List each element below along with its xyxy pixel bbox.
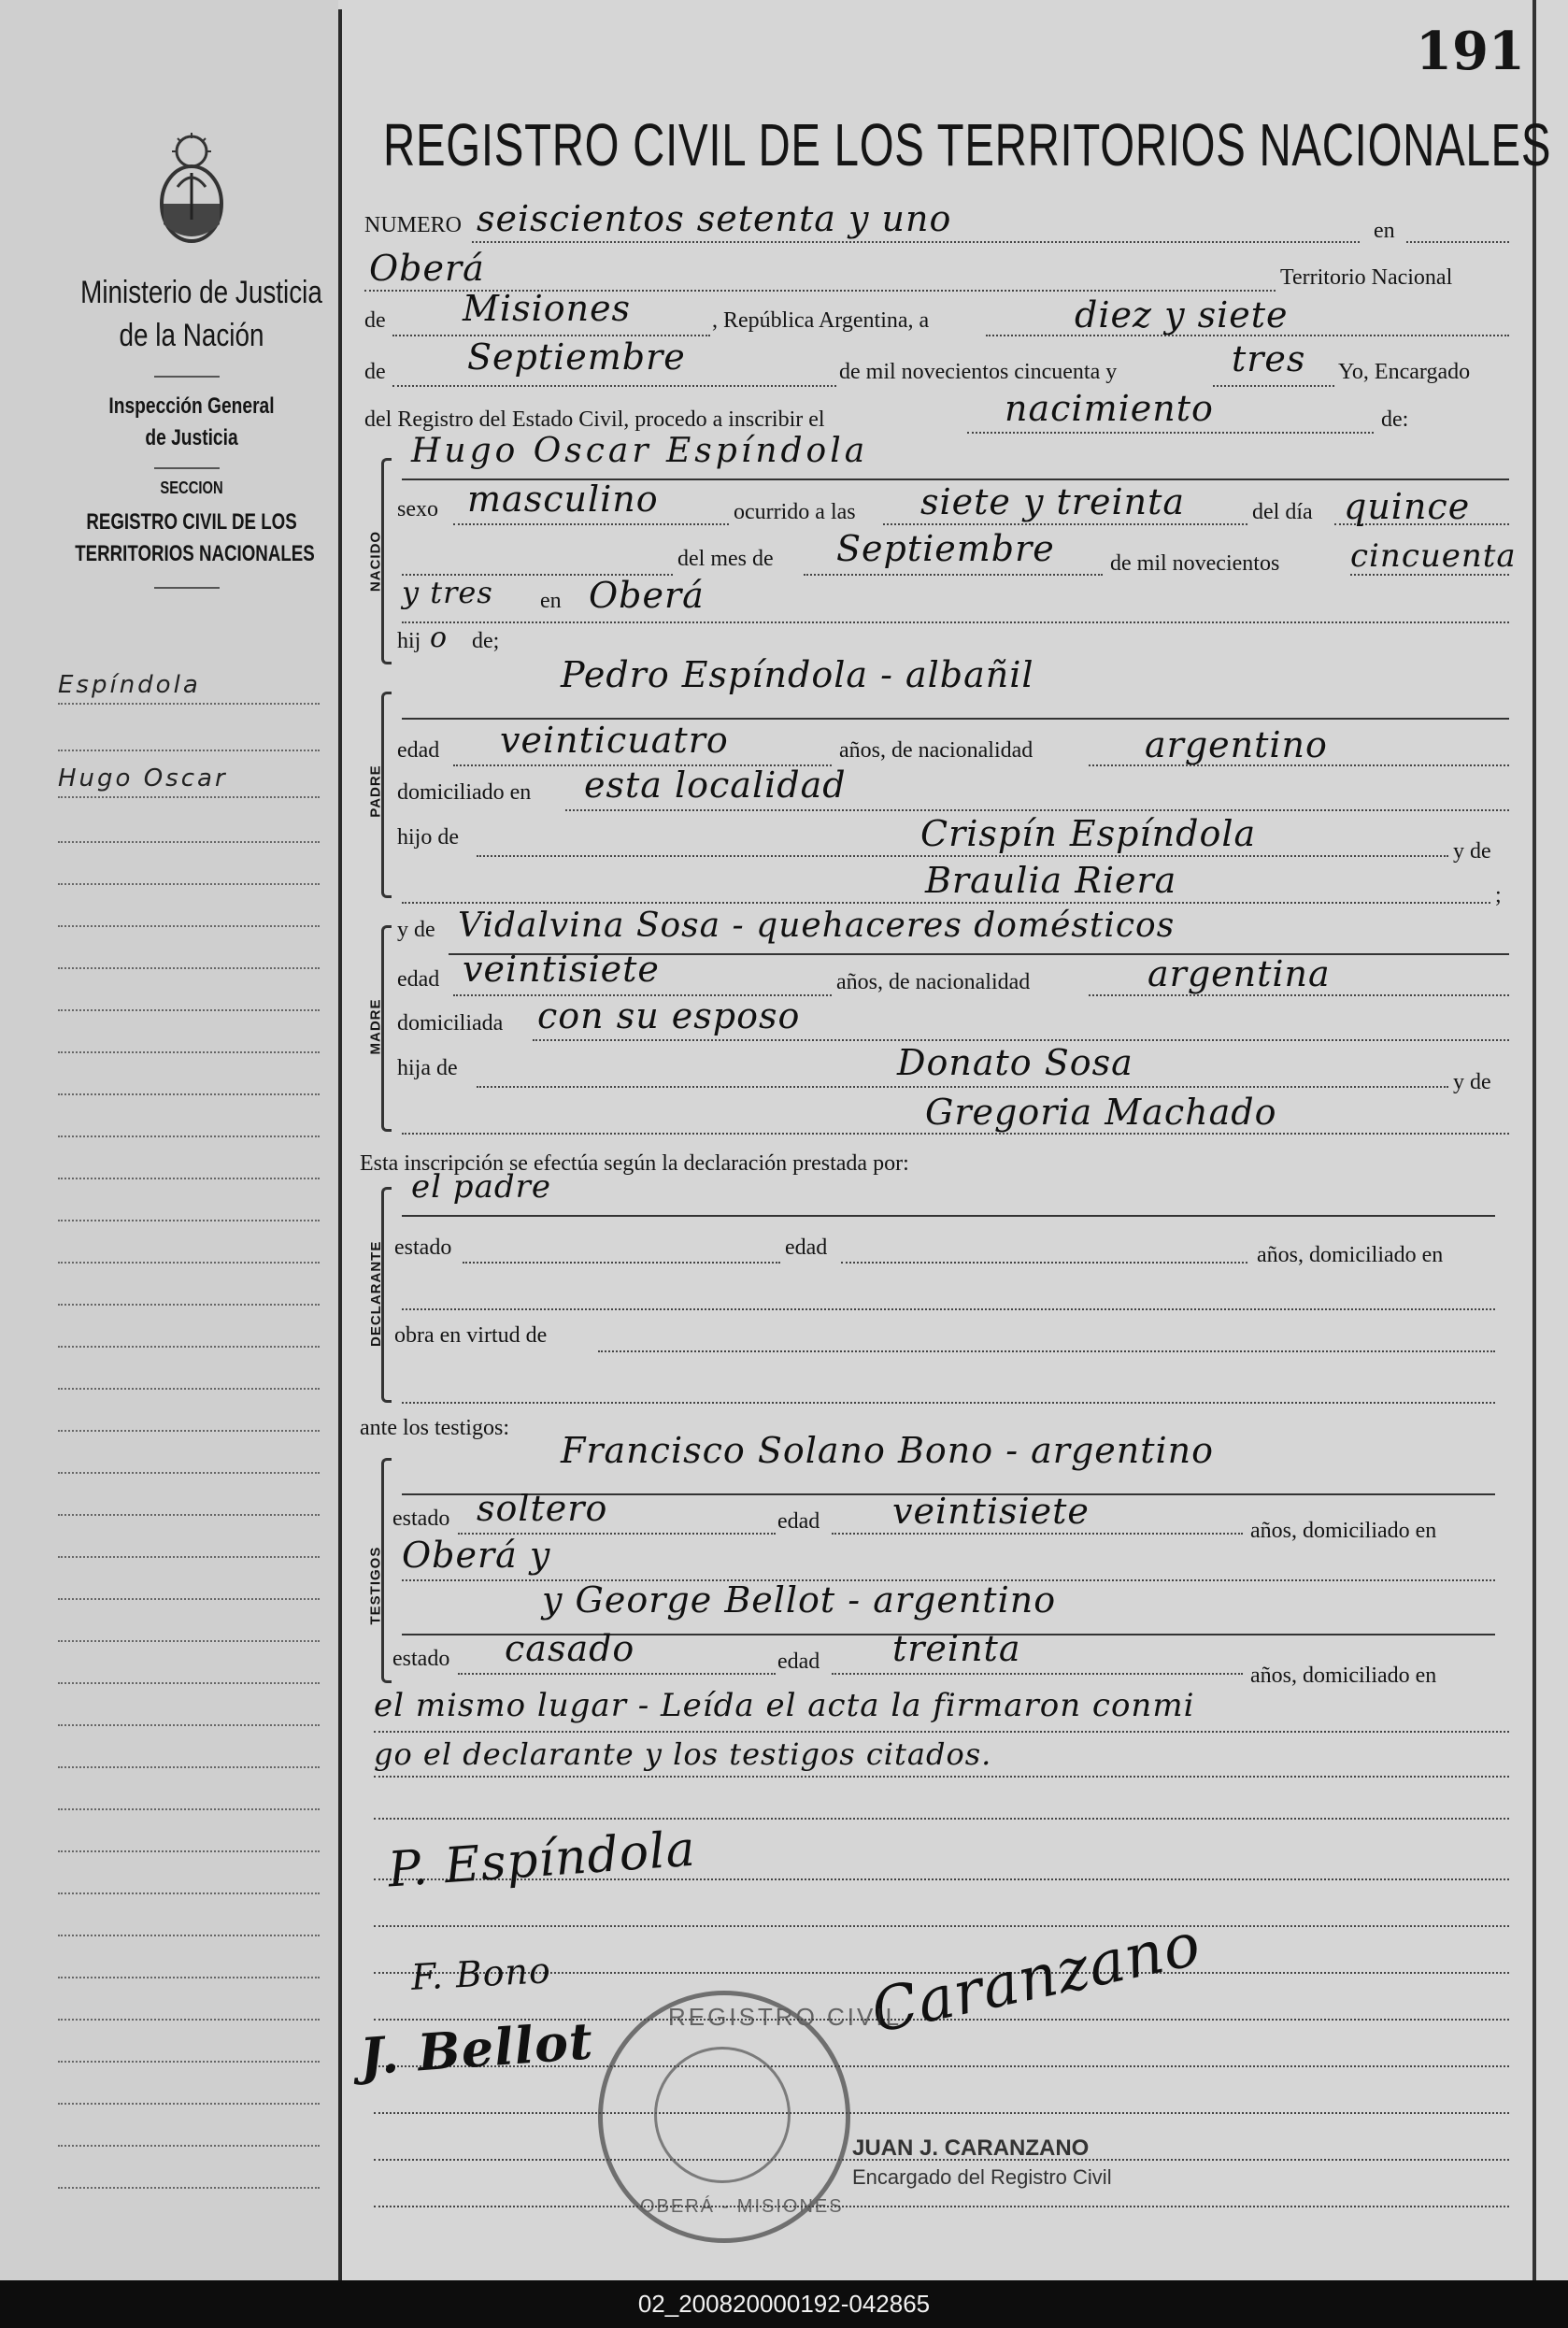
madre-domicilio-value: con su esposo [537, 995, 801, 1036]
official-seal [598, 1991, 903, 2243]
de-semicolon-label: de; [472, 629, 500, 653]
padre-domiciliado-label: domiciliado en [397, 780, 532, 805]
signature-witness-1: F. Bono [409, 1950, 552, 1998]
numero-label: NUMERO [364, 213, 463, 237]
testigo2-estado-label: estado [392, 1647, 450, 1671]
testigo2-edad-value: treinta [892, 1628, 1021, 1669]
anio-value: tres [1232, 338, 1306, 379]
madre-y-de-label: y de [397, 918, 435, 942]
testigo2-edad-label: edad [777, 1650, 820, 1674]
de-colon-label: de: [1381, 407, 1409, 432]
declarante-edad-label: edad [785, 1235, 828, 1260]
mes-nac-value: Septiembre [836, 528, 1055, 569]
declarante-estado-label: estado [394, 1235, 452, 1260]
inspection-line-2: de Justicia [145, 425, 238, 450]
testigo1-estado-label: estado [392, 1507, 450, 1531]
nacido-section-label: NACIDO [367, 530, 384, 593]
mil-novecientos-nac-label: de mil novecientos [1110, 551, 1280, 576]
padre-hijo-de-label: hijo de [397, 825, 459, 850]
madre-nacionalidad-value: argentina [1147, 953, 1331, 994]
numero-value: seiscientos setenta y uno [477, 198, 952, 239]
en-label: en [1374, 219, 1395, 243]
dia-nac-value: quince [1344, 486, 1471, 527]
testigo2-estado-value: casado [505, 1628, 635, 1669]
section-label: SECCION [160, 478, 223, 497]
seal-coat-of-arms-icon [654, 2047, 791, 2183]
cierre-line-1: el mismo lugar - Leída el acta la firmaron conmi [374, 1687, 1195, 1724]
madre-padre-value: Donato Sosa [897, 1042, 1133, 1083]
padre-edad-value: veinticuatro [500, 720, 729, 761]
signature-officer: Caranzano [865, 1909, 1207, 2048]
national-coat-of-arms-icon [150, 131, 234, 248]
hij-label: hij [397, 629, 421, 653]
testigo1-edad-label: edad [777, 1509, 820, 1534]
padre-nacionalidad-label: años, de nacionalidad [839, 738, 1033, 763]
lugar-nac-value: Oberá [589, 575, 705, 616]
del-registro-label: del Registro del Estado Civil, procedo a inscribir el [364, 407, 825, 432]
sexo-value: masculino [467, 478, 659, 520]
padre-madre-value: Braulia Riera [925, 860, 1177, 901]
padre-section-label: PADRE [367, 764, 384, 818]
section-line-1: REGISTRO CIVIL DE LOS [86, 509, 297, 535]
signature-witness-2: J. Bellot [358, 2010, 595, 2087]
mes-value: Septiembre [467, 336, 686, 378]
madre-edad-value: veintisiete [463, 949, 660, 990]
testigo1-estado-value: soltero [477, 1488, 608, 1529]
sexo-label: sexo [397, 497, 438, 521]
image-id-footer: 02_200820000192-042865 [0, 2280, 1568, 2328]
stub-surname: Espíndola [58, 671, 201, 699]
madre-nacionalidad-label: años, de nacionalidad [836, 970, 1031, 994]
del-mes-label: del mes de [677, 547, 774, 571]
seal-bottom-text: OBERÁ - MISIONES [640, 2196, 844, 2217]
testigo2-domiciliado-label: años, domiciliado en [1250, 1664, 1437, 1688]
madre-hija-de-label: hija de [397, 1056, 458, 1080]
nacido-nombre-value: Hugo Oscar Espíndola [411, 432, 869, 470]
ante-testigos-label: ante los testigos: [360, 1416, 509, 1440]
madre-edad-label: edad [397, 967, 440, 992]
testigo1-domiciliado-label: años, domiciliado en [1250, 1519, 1437, 1543]
stub-given-names: Hugo Oscar [58, 764, 228, 793]
declarante-value: el padre [411, 1168, 551, 1206]
madre-madre-value: Gregoria Machado [925, 1092, 1277, 1133]
padre-padre-value: Crispín Espíndola [920, 813, 1257, 854]
lugar-value: Oberá [369, 248, 485, 289]
declarante-domiciliado-label: años, domiciliado en [1257, 1243, 1444, 1267]
del-dia-label: del día [1252, 500, 1313, 524]
seal-top-text: REGISTRO CIVIL [668, 2003, 903, 2031]
padre-edad-label: edad [397, 738, 440, 763]
page-number: 191 [1416, 21, 1525, 82]
testigo1-edad-value: veintisiete [892, 1491, 1090, 1532]
mil-novecientos-label: de mil novecientos cincuenta y [839, 360, 1118, 384]
inspection-line-1: Inspección General [108, 393, 275, 419]
ministry-line-1: Ministerio de Justicia [80, 275, 322, 310]
padre-domicilio-value: esta localidad [584, 764, 847, 806]
territorio-label: Territorio Nacional [1280, 265, 1453, 290]
officer-title: Encargado del Registro Civil [852, 2165, 1112, 2189]
document-title: REGISTRO CIVIL DE LOS TERRITORIOS NACIONALES [383, 111, 1552, 179]
testigo1-value: Francisco Solano Bono - argentino [561, 1430, 1215, 1471]
ministry-line-2: de la Nación [119, 318, 264, 353]
hij-suffix-value: o [430, 621, 449, 654]
yo-encargado-label: Yo, Encargado [1338, 360, 1471, 384]
testigo2-value: y George Bellot - argentino [542, 1579, 1057, 1621]
padre-nacionalidad-value: argentino [1145, 724, 1328, 765]
madre-section-label: MADRE [367, 998, 384, 1055]
dia-value: diez y siete [1075, 294, 1289, 336]
de-label-1: de [364, 308, 386, 333]
territorio-value: Misiones [463, 288, 632, 329]
padre-nombre-value: Pedro Espíndola - albañil [561, 654, 1034, 695]
anio-nac-2-value: y tres [402, 575, 493, 610]
hora-value: siete y treinta [920, 481, 1186, 522]
padre-semicolon: ; [1495, 883, 1502, 907]
stub-column [0, 0, 338, 2280]
testigos-section-label: TESTIGOS [367, 1546, 384, 1625]
madre-nombre-value: Vidalvina Sosa - quehaceres domésticos [458, 907, 1176, 945]
testigo1-domicilio-value: Oberá y [402, 1535, 551, 1576]
cierre-line-2: go el declarante y los testigos citados. [374, 1736, 992, 1772]
acto-value: nacimiento [1005, 388, 1214, 429]
republica-label: , República Argentina, a [712, 308, 930, 333]
en-label-2: en [540, 589, 562, 613]
declarante-section-label: DECLARANTE [368, 1240, 384, 1347]
madre-y-de-label-2: y de [1453, 1070, 1491, 1094]
officer-name: JUAN J. CARANZANO [852, 2135, 1090, 2161]
obra-virtud-label: obra en virtud de [394, 1323, 548, 1348]
ocurrido-label: ocurrido a las [734, 500, 856, 524]
signature-father: P. Espíndola [386, 1821, 698, 1899]
padre-y-de-label: y de [1453, 839, 1491, 864]
anio-nac-1-value: cincuenta [1350, 537, 1517, 575]
section-line-2: TERRITORIOS NACIONALES [75, 541, 315, 566]
de-label-2: de [364, 360, 386, 384]
madre-domiciliada-label: domiciliada [397, 1011, 504, 1035]
inscripcion-label: Esta inscripción se efectúa según la declaración prestada por: [360, 1151, 909, 1176]
